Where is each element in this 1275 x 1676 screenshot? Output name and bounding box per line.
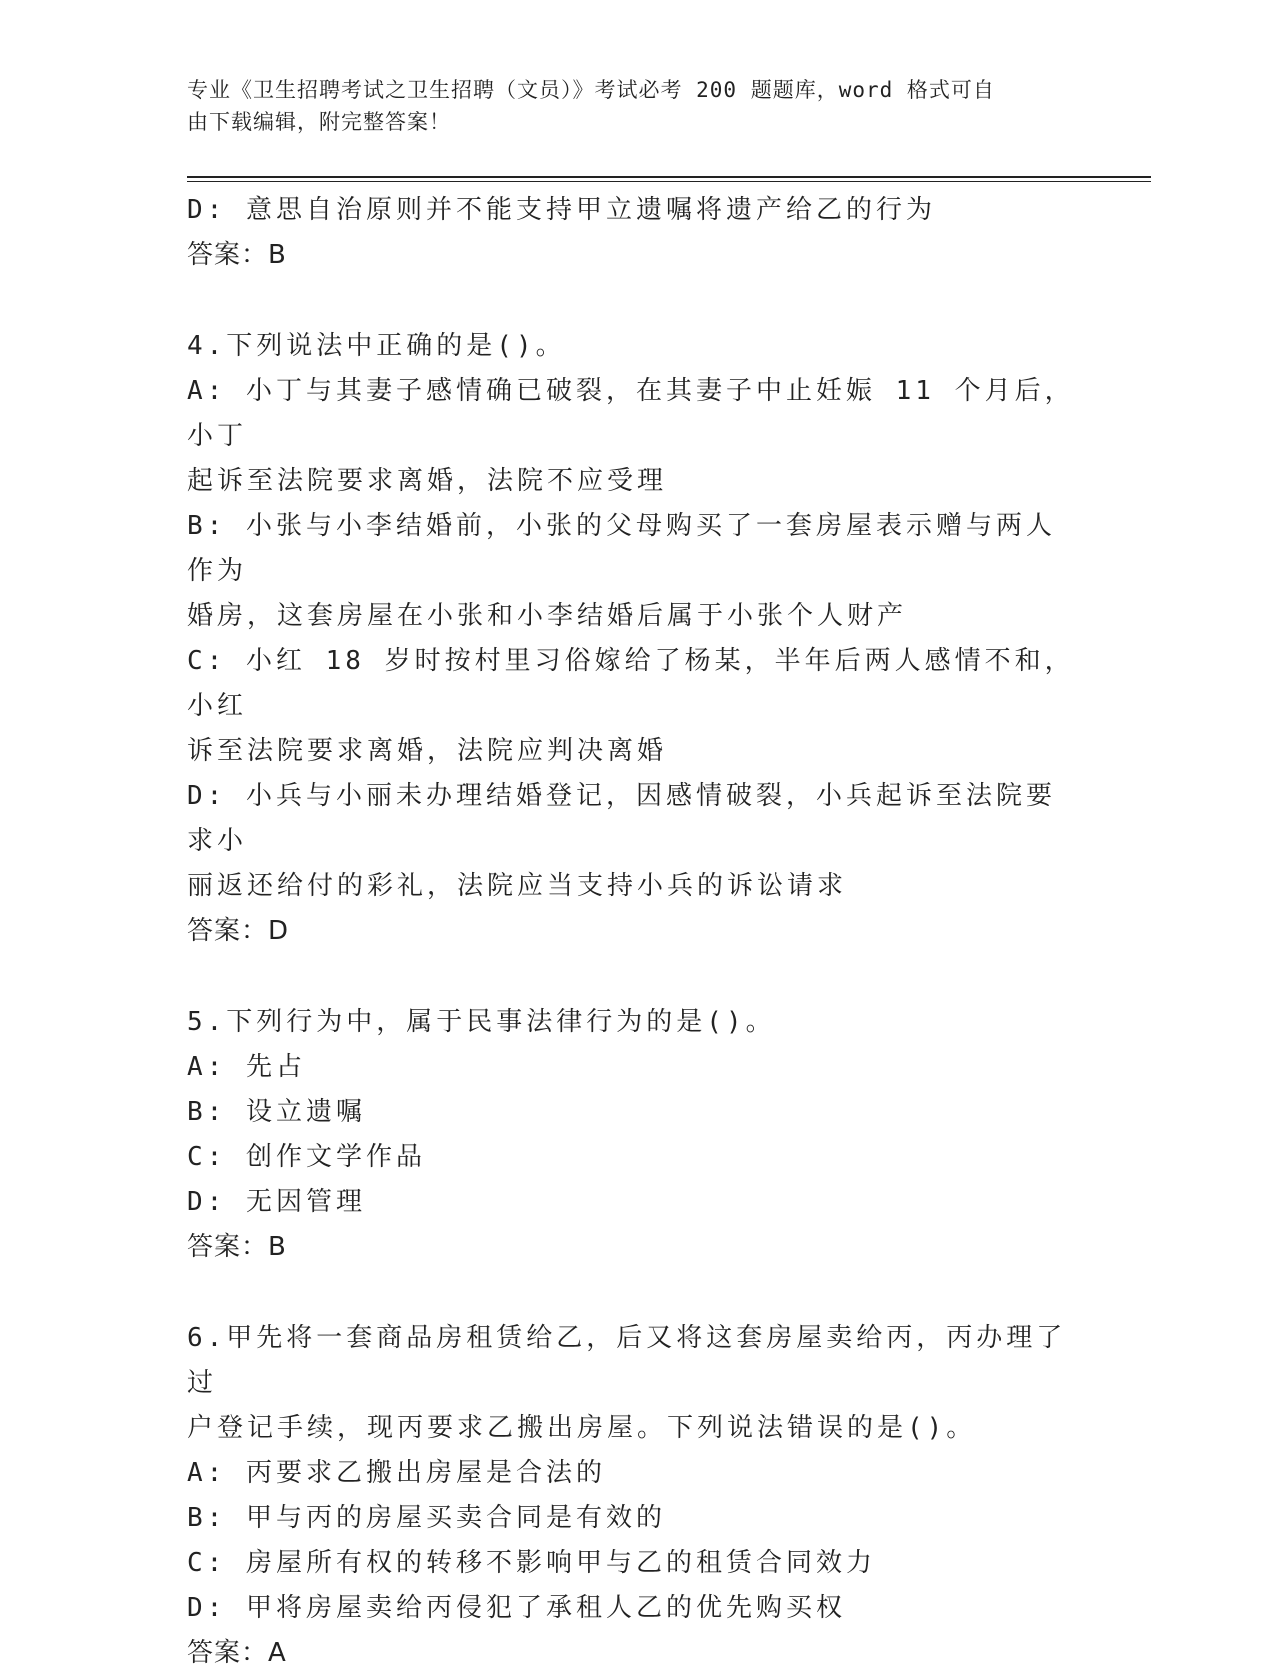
option-b: B: 设立遗嘱 <box>187 1097 366 1127</box>
option-b: B: 甲与丙的房屋买卖合同是有效的 <box>187 1503 666 1533</box>
option-d-line-1: D: 小兵与小丽未办理结婚登记，因感情破裂，小兵起诉至法院要求小 <box>187 781 1056 856</box>
question-4 <box>187 324 1077 954</box>
option-b-line-2: 婚房，这套房屋在小张和小李结婚后属于小张个人财产 <box>187 601 908 631</box>
question-content <box>187 188 1077 1676</box>
question-5 <box>187 1000 1077 1270</box>
header-divider-thick <box>187 176 1151 178</box>
option-c: C: 房屋所有权的转移不影响甲与乙的租赁合同效力 <box>187 1548 876 1578</box>
option-c-line-2: 诉至法院要求离婚，法院应判决离婚 <box>187 736 668 766</box>
question-stem: 4.下列说法中正确的是()。 <box>187 331 566 361</box>
header-line-1: 专业《卫生招聘考试之卫生招聘（文员）》考试必考 200 题题库，word 格式可自 <box>187 78 995 102</box>
carryover-option-d: D: 意思自治原则并不能支持甲立遗嘱将遗产给乙的行为 <box>187 195 936 225</box>
option-a: A: 丙要求乙搬出房屋是合法的 <box>187 1458 606 1488</box>
header-divider-thin <box>187 181 1151 182</box>
option-c: C: 创作文学作品 <box>187 1142 426 1172</box>
option-d: D: 甲将房屋卖给丙侵犯了承租人乙的优先购买权 <box>187 1593 846 1623</box>
answer: 答案：B <box>187 1232 287 1262</box>
option-c-line-1: C: 小红 18 岁时按村里习俗嫁给了杨某，半年后两人感情不和，小红 <box>187 646 1075 721</box>
option-b-line-1: B: 小张与小李结婚前，小张的父母购买了一套房屋表示赠与两人作为 <box>187 511 1056 586</box>
option-d: D: 无因管理 <box>187 1187 366 1217</box>
option-d-line-2: 丽返还给付的彩礼，法院应当支持小兵的诉讼请求 <box>187 871 848 901</box>
header-line-2: 由下载编辑，附完整答案！ <box>187 110 451 134</box>
page-header <box>187 74 1067 138</box>
spacer <box>187 278 1077 324</box>
carryover-answer: 答案：B <box>187 240 287 270</box>
answer: 答案：D <box>187 916 290 946</box>
question-6 <box>187 1316 1077 1676</box>
question-stem-line-1: 6.甲先将一套商品房租赁给乙，后又将这套房屋卖给丙，丙办理了过 <box>187 1323 1067 1398</box>
spacer <box>187 954 1077 1000</box>
option-a-line-2: 起诉至法院要求离婚，法院不应受理 <box>187 466 668 496</box>
question-stem: 5.下列行为中，属于民事法律行为的是()。 <box>187 1007 776 1037</box>
option-a: A: 先占 <box>187 1052 306 1082</box>
option-a-line-1: A: 小丁与其妻子感情确已破裂，在其妻子中止妊娠 11 个月后，小丁 <box>187 376 1075 451</box>
question-stem-line-2: 户登记手续，现丙要求乙搬出房屋。下列说法错误的是()。 <box>187 1413 977 1443</box>
spacer <box>187 1270 1077 1316</box>
answer: 答案：A <box>187 1638 287 1668</box>
